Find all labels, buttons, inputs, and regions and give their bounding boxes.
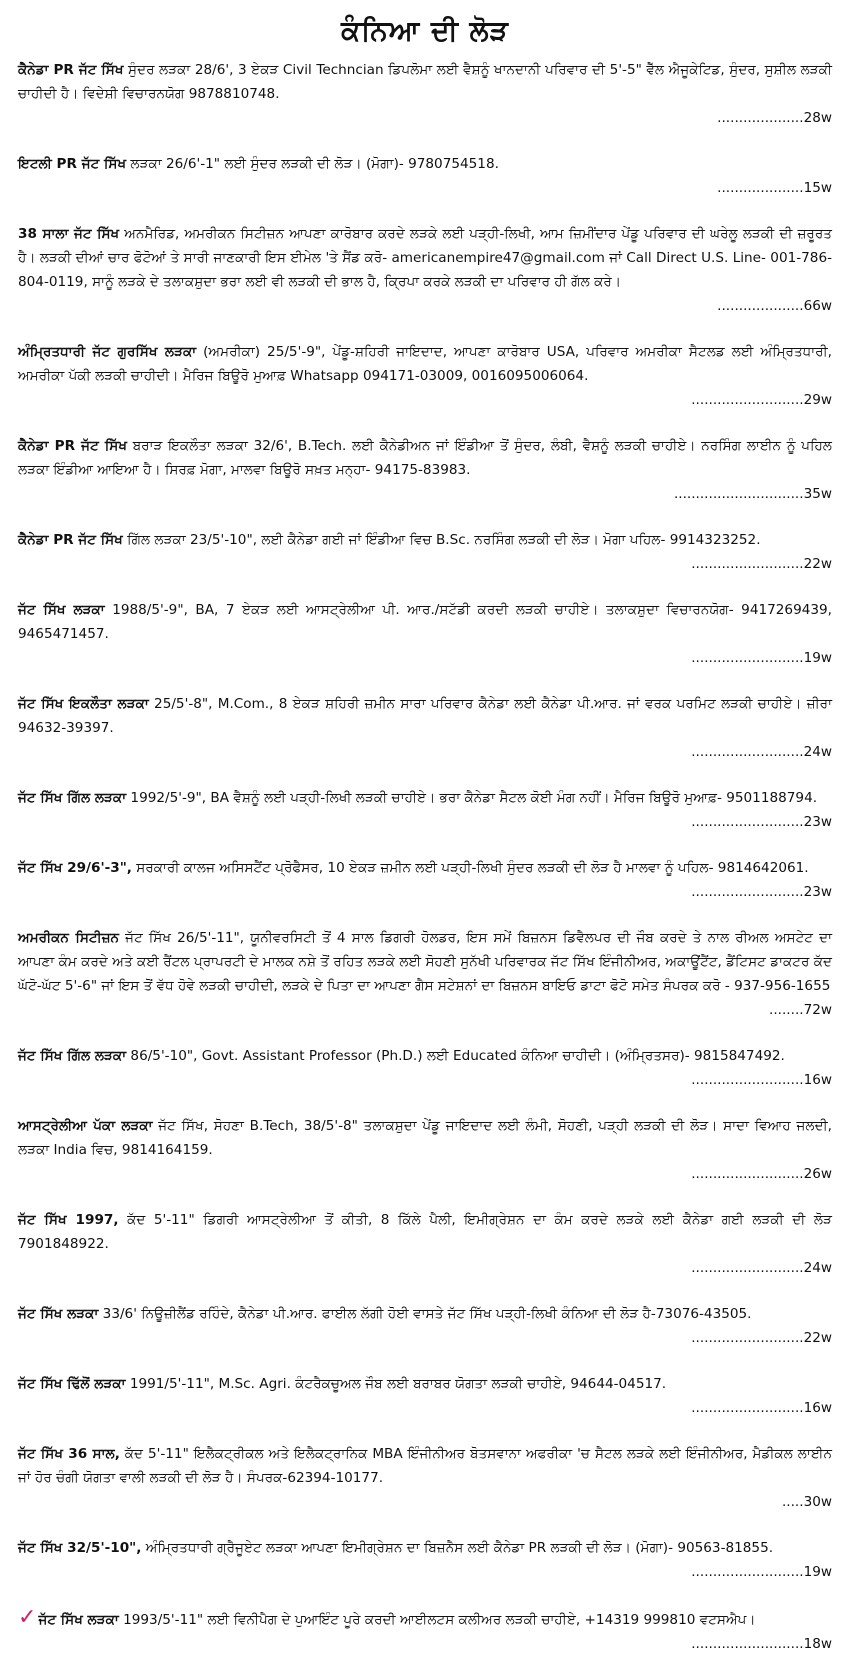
ad-footer bbox=[18, 482, 832, 506]
ad-separator bbox=[18, 1584, 832, 1606]
ad-code: ..........................16w bbox=[691, 1400, 832, 1416]
ad-lead: ਜੱਟ ਸਿੱਖ ਗਿੱਲ ਲੜਕਾ bbox=[18, 1048, 127, 1064]
ad-footer bbox=[18, 1068, 832, 1092]
ad-separator bbox=[18, 318, 832, 340]
ad-separator bbox=[18, 130, 832, 152]
ad-separator bbox=[18, 1420, 832, 1442]
ad-code: ..........................24w bbox=[691, 1260, 832, 1276]
ad-separator bbox=[18, 412, 832, 434]
ad-code: ........72w bbox=[769, 1002, 832, 1018]
ad-lead: ਜੱਟ ਸਿੱਖ ਲੜਕਾ bbox=[18, 602, 105, 618]
ad-lead: ਜੱਟ ਸਿੱਖ ਲੜਕਾ bbox=[38, 1612, 119, 1628]
ad-body: ਸੁੰਦਰ ਲੜਕਾ 28/6', 3 ਏਕੜ Civil Techncian ਡਿਪਲੋਮਾ ਲਈ ਵੈਸ਼ਨੂੰ ਖਾਨਦਾਨੀ ਪਰਿਵਾਰ ਦੀ 5'-5" ਵੈੱਲ ਐਜੂਕੇਟਿਡ, ਸੁੰਦਰ, ਸੁਸ਼ੀਲ ਲੜਕੀ ਚਾਹੀਦੀ ਹੈ। ਵਿਦੇਸ਼ੀ ਵਿਚਾਰਨਯੋਗ 9878810748. bbox=[18, 62, 832, 102]
classified-ad bbox=[18, 926, 832, 1022]
ad-code: ....................28w bbox=[717, 110, 832, 126]
ad-body: 1993/5'-11" ਲਈ ਵਿਨੀਪੈਗ ਦੇ ਪੁਆਇੰਟ ਪੂਰੇ ਕਰਦੀ ਆਈਲਟਸ ਕਲੀਅਰ ਲੜਕੀ ਚਾਹੀਏ, +14319 999810 ਵਟਸਐਪ। bbox=[118, 1612, 756, 1628]
classified-ad bbox=[18, 856, 832, 904]
ad-separator bbox=[18, 1092, 832, 1114]
ad-separator bbox=[18, 834, 832, 856]
ad-body: ਗਿੱਲ ਲੜਕਾ 23/5'-10", ਲਈ ਕੈਨੇਡਾ ਗਈ ਜਾਂ ਇੰਡੀਆ ਵਿਚ B.Sc. ਨਰਸਿੰਗ ਲੜਕੀ ਦੀ ਲੋੜ। ਮੋਗਾ ਪਹਿਲ- 9914323252. bbox=[122, 532, 761, 548]
ad-footer bbox=[18, 740, 832, 764]
ad-code: ..........................29w bbox=[691, 392, 832, 408]
ad-footer bbox=[18, 810, 832, 834]
page-title: ਕੰਨਿਆ ਦੀ ਲੋੜ bbox=[341, 14, 509, 47]
classified-ads-list bbox=[18, 58, 832, 1656]
ad-body: 25/5'-8", M.Com., 8 ਏਕੜ ਸ਼ਹਿਰੀ ਜ਼ਮੀਨ ਸਾਰਾ ਪਰਿਵਾਰ ਕੈਨੇਡਾ ਲਈ ਕੈਨੇਡਾ ਪੀ.ਆਰ. ਜਾਂ ਵਰਕ ਪਰਮਿਟ ਲੜਕੀ ਚਾਹੀਏ। ਜ਼ੀਰਾ 94632-39397. bbox=[18, 696, 832, 736]
ad-body: 1988/5'-9", BA, 7 ਏਕੜ ਲਈ ਆਸਟ੍ਰੇਲੀਆ ਪੀ. ਆਰ./ਸਟੱਡੀ ਕਰਦੀ ਲੜਕੀ ਚਾਹੀਏ। ਤਲਾਕਸ਼ੁਦਾ ਵਿਚਾਰਨਯੋਗ- 9417269439, 9465471457. bbox=[18, 602, 832, 642]
ad-lead: ਇਟਲੀ PR ਜੱਟ ਸਿੱਖ bbox=[18, 156, 127, 172]
ad-separator bbox=[18, 670, 832, 692]
ad-body: 1991/5'-11", M.Sc. Agri. ਕੰਟਰੈਕਚੂਅਲ ਜੌਬ ਲਈ ਬਰਾਬਰ ਯੋਗਤਾ ਲੜਕੀ ਚਾਹੀਏ, 94644-04517. bbox=[125, 1376, 667, 1392]
ad-footer bbox=[18, 552, 832, 576]
classified-ad bbox=[18, 1208, 832, 1280]
ad-lead: 38 ਸਾਲਾ ਜੱਟ ਸਿੱਖ bbox=[18, 226, 120, 242]
classified-ad bbox=[18, 1044, 832, 1092]
ad-separator bbox=[18, 904, 832, 926]
ad-code: ..........................22w bbox=[691, 556, 832, 572]
ad-separator bbox=[18, 1350, 832, 1372]
ad-lead: ਅੰਮ੍ਰਿਤਧਾਰੀ ਜੱਟ ਗੁਰਸਿੱਖ ਲੜਕਾ bbox=[18, 344, 197, 360]
ad-code: ..........................24w bbox=[691, 744, 832, 760]
classified-ad bbox=[18, 1302, 832, 1350]
ad-lead: ਜੱਟ ਸਿੱਖ ਢਿੱਲੋਂ ਲੜਕਾ bbox=[18, 1376, 126, 1392]
ad-body: ਸਰਕਾਰੀ ਕਾਲਜ ਅਸਿਸਟੈਂਟ ਪ੍ਰੋਫੈਸਰ, 10 ਏਕੜ ਜ਼ਮੀਨ ਲਈ ਪੜ੍ਹੀ-ਲਿਖੀ ਸੁੰਦਰ ਲੜਕੀ ਦੀ ਲੋੜ ਹੈ ਮਾਲਵਾ ਨੂੰ ਪਹਿਲ- 9814642061. bbox=[131, 860, 809, 876]
ad-code: ..........................19w bbox=[691, 1564, 832, 1580]
ad-lead: ਜੱਟ ਸਿੱਖ ਗਿੱਲ ਲੜਕਾ bbox=[18, 790, 127, 806]
ad-body: ਅਨਮੈਰਿਡ, ਅਮਰੀਕਨ ਸਿਟੀਜ਼ਨ ਆਪਣਾ ਕਾਰੋਬਾਰ ਕਰਦੇ ਲੜਕੇ ਲਈ ਪੜ੍ਹੀ-ਲਿਖੀ, ਆਮ ਜ਼ਿਮੀਂਦਾਰ ਪੇਂਡੂ ਪਰਿਵਾਰ ਦੀ ਘਰੇਲੂ ਲੜਕੀ ਦੀ ਜ਼ਰੂਰਤ ਹੈ। ਲੜਕੀ ਦੀਆਂ ਚਾਰ ਫੋਟੋਆਂ ਤੇ ਸਾਰੀ ਜਾਣਕਾਰੀ ਇਸ ਈਮੇਲ 'ਤੇ ਸੈਂਡ ਕਰੋ- americanempire47@gmail.com ਜਾਂ Call Direct U.S. Line- 001-786-804-0119, ਸਾਨੂੰ ਲੜਕੇ ਦੇ ਤਲਾਕਸ਼ੁਦਾ ਭਰਾ ਲਈ ਵੀ ਲੜਕੀ ਦੀ ਭਾਲ ਹੈ, ਕ੍ਰਿਪਾ ਕਰਕੇ ਲੜਕੀ ਦਾ ਪਰਿਵਾਰ ਹੀ ਗੱਲ ਕਰੇ। bbox=[18, 226, 832, 290]
ad-body: ਜੱਟ ਸਿੱਖ, ਸੋਹਣਾ B.Tech, 38/5'-8" ਤਲਾਕਸ਼ੁਦਾ ਪੇਂਡੂ ਜਾਇਦਾਦ ਲਈ ਲੰਮੀ, ਸੋਹਣੀ, ਪੜ੍ਹੀ ਲੜਕੀ ਦੀ ਲੋੜ। ਸਾਦਾ ਵਿਆਹ ਜਲਦੀ, ਲੜਕਾ India ਵਿਚ, 9814164159. bbox=[18, 1118, 832, 1158]
ad-lead: ਜੱਟ ਸਿੱਖ 29/6'-3", bbox=[18, 860, 132, 876]
ad-body: 1992/5'-9", BA ਵੈਸ਼ਨੂੰ ਲਈ ਪੜ੍ਹੀ-ਲਿਖੀ ਲੜਕੀ ਚਾਹੀਏ। ਭਰਾ ਕੈਨੇਡਾ ਸੈਟਲ ਕੋਈ ਮੰਗ ਨਹੀਂ। ਮੈਰਿਜ ਬਿਊਰੋ ਮੁਆਫ਼- 9501188794. bbox=[126, 790, 818, 806]
ad-separator bbox=[18, 200, 832, 222]
ad-footer bbox=[18, 294, 832, 318]
ad-footer bbox=[18, 1632, 832, 1656]
ad-separator bbox=[18, 1280, 832, 1302]
ad-lead: ਜੱਟ ਸਿੱਖ 32/5'-10", bbox=[18, 1540, 142, 1556]
ad-lead: ਕੈਨੇਡਾ PR ਜੱਟ ਸਿੱਖ bbox=[18, 532, 123, 548]
ad-code: ..........................23w bbox=[691, 814, 832, 830]
ad-footer bbox=[18, 176, 832, 200]
ad-body: 86/5'-10", Govt. Assistant Professor (Ph.D.) ਲਈ Educated ਕੰਨਿਆ ਚਾਹੀਦੀ। (ਅੰਮ੍ਰਿਤਸਰ)- 9815847492. bbox=[126, 1048, 785, 1064]
ad-code: ..............................35w bbox=[673, 486, 832, 502]
classified-ad bbox=[18, 152, 832, 200]
ad-lead: ਜੱਟ ਸਿੱਖ ਲੜਕਾ bbox=[18, 1306, 99, 1322]
ad-footer bbox=[18, 1396, 832, 1420]
classified-ad bbox=[18, 598, 832, 670]
ad-body: ਅੰਮ੍ਰਿਤਧਾਰੀ ਗ੍ਰੈਜੂਏਟ ਲੜਕਾ ਆਪਣਾ ਇਮੀਗ੍ਰੇਸ਼ਨ ਦਾ ਬਿਜ਼ਨੈਸ ਲਈ ਕੈਨੇਡਾ PR ਲੜਕੀ ਦੀ ਲੋੜ। (ਮੋਗਾ)- 90563-81855. bbox=[141, 1540, 774, 1556]
ad-lead: ਕੈਨੇਡਾ PR ਜੱਟ ਸਿੱਖ bbox=[18, 438, 127, 454]
ad-code: ..........................22w bbox=[691, 1330, 832, 1346]
classified-ad bbox=[18, 340, 832, 412]
ad-code: ..........................18w bbox=[691, 1636, 832, 1652]
ad-body: ਬਰਾੜ ਇਕਲੌਤਾ ਲੜਕਾ 32/6', B.Tech. ਲਈ ਕੈਨੇਡੀਅਨ ਜਾਂ ਇੰਡੀਆ ਤੋਂ ਸੁੰਦਰ, ਲੰਬੀ, ਵੈਸ਼ਨੂੰ ਲੜਕੀ ਚਾਹੀਏ। ਨਰਸਿੰਗ ਲਾਈਨ ਨੂੰ ਪਹਿਲ ਲੜਕਾ ਇੰਡੀਆ ਆਇਆ ਹੈ। ਸਿਰਫ਼ ਮੋਗਾ, ਮਾਲਵਾ ਬਿਊਰੋ ਸਖ਼ਤ ਮਨ੍ਹਾ- 94175-83983. bbox=[18, 438, 832, 478]
classified-ad bbox=[18, 1536, 832, 1584]
ad-body: ਕੱਦ 5'-11" ਇਲੈਕਟ੍ਰੀਕਲ ਅਤੇ ਇਲੈਕਟ੍ਰਾਨਿਕ MBA ਇੰਜੀਨੀਅਰ ਬੋਤਸਵਾਨਾ ਅਫਰੀਕਾ 'ਚ ਸੈਟਲ ਲੜਕੇ ਲਈ ਇੰਜੀਨੀਅਰ, ਮੈਡੀਕਲ ਲਾਈਨ ਜਾਂ ਹੋਰ ਚੰਗੀ ਯੋਗਤਾ ਵਾਲੀ ਲੜਕੀ ਦੀ ਲੋੜ ਹੈ। ਸੰਪਰਕ-62394-10177. bbox=[18, 1446, 832, 1486]
ad-code: ..........................23w bbox=[691, 884, 832, 900]
ad-footer bbox=[18, 1256, 832, 1280]
ad-body: (ਅਮਰੀਕਾ) 25/5'-9", ਪੇਂਡੂ-ਸ਼ਹਿਰੀ ਜਾਇਦਾਦ, ਆਪਣਾ ਕਾਰੋਬਾਰ USA, ਪਰਿਵਾਰ ਅਮਰੀਕਾ ਸੈਟਲਡ ਲਈ ਅੰਮ੍ਰਿਤਧਾਰੀ, ਅਮਰੀਕਾ ਪੱਕੀ ਲੜਕੀ ਚਾਹੀਦੀ। ਮੈਰਿਜ ਬਿਊਰੋ ਮੁਆਫ਼ Whatsapp 094171-03009, 0016095006064. bbox=[18, 344, 832, 384]
ad-footer bbox=[18, 1490, 832, 1514]
ad-separator bbox=[18, 1514, 832, 1536]
classified-ad bbox=[18, 528, 832, 576]
classified-ad bbox=[18, 1442, 832, 1514]
ad-code: ....................15w bbox=[717, 180, 832, 196]
ad-separator bbox=[18, 1186, 832, 1208]
ad-footer bbox=[18, 998, 832, 1022]
ad-code: ..........................19w bbox=[691, 650, 832, 666]
classified-ad bbox=[18, 1606, 832, 1656]
classified-ad bbox=[18, 786, 832, 834]
ad-code: .....30w bbox=[781, 1494, 832, 1510]
classified-ad bbox=[18, 1372, 832, 1420]
ad-body: ਜੱਟ ਸਿੱਖ 26/5'-11", ਯੂਨੀਵਰਸਿਟੀ ਤੋਂ 4 ਸਾਲ ਡਿਗਰੀ ਹੋਲਡਰ, ਇਸ ਸਮੇਂ ਬਿਜ਼ਨਸ ਡਿਵੈਲਪਰ ਦੀ ਜੌਬ ਕਰਦੇ ਤੇ ਨਾਲ ਰੀਅਲ ਅਸਟੇਟ ਦਾ ਆਪਣਾ ਕੰਮ ਕਰਦੇ ਅਤੇ ਕਈ ਰੈਂਟਲ ਪ੍ਰਾਪਰਟੀ ਦੇ ਮਾਲਕ ਨਸ਼ੇ ਤੋਂ ਰਹਿਤ ਲੜਕੇ ਲਈ ਸੋਹਣੀ ਸੁਨੱਖੀ ਪਰਿਵਾਰਕ ਜੱਟ ਸਿੱਖ ਇੰਜੀਨੀਅਰ, ਅਕਾਊਂਟੈਂਟ, ਡੈਂਟਿਸਟ ਡਾਕਟਰ ਕੱਦ ਘੱਟੋ-ਘੱਟ 5'-6" ਜਾਂ ਇਸ ਤੋਂ ਵੱਧ ਹੋਵੇ ਲੜਕੀ ਚਾਹੀਦੀ, ਲੜਕੇ ਦੇ ਪਿਤਾ ਦਾ ਆਪਣਾ ਗੈਸ ਸਟੇਸ਼ਨਾਂ ਦਾ ਬਿਜ਼ਨਸ ਬਾਇਓ ਡਾਟਾ ਫੋਟੋ ਸਮੇਤ ਸੰਪਰਕ ਕਰੋ - 937-956-1655 bbox=[18, 930, 833, 994]
classified-ad bbox=[18, 222, 832, 318]
classified-ad bbox=[18, 434, 832, 506]
ad-lead: ਜੱਟ ਸਿੱਖ ਇਕਲੌਤਾ ਲੜਕਾ bbox=[18, 696, 149, 712]
ad-separator bbox=[18, 1022, 832, 1044]
ad-footer bbox=[18, 388, 832, 412]
ad-footer bbox=[18, 1326, 832, 1350]
classified-ad bbox=[18, 1114, 832, 1186]
ad-body: 33/6' ਨਿਊਜ਼ੀਲੈਂਡ ਰਹਿੰਦੇ, ਕੈਨੇਡਾ ਪੀ.ਆਰ. ਫਾਈਲ ਲੱਗੀ ਹੋਈ ਵਾਸਤੇ ਜੱਟ ਸਿੱਖ ਪੜ੍ਹੀ-ਲਿਖੀ ਕੰਨਿਆ ਦੀ ਲੋੜ ਹੈ-73076-43505. bbox=[98, 1306, 752, 1322]
ad-lead: ਕੈਨੇਡਾ PR ਜੱਟ ਸਿੱਖ bbox=[18, 62, 124, 78]
ad-body: ਕੱਦ 5'-11" ਡਿਗਰੀ ਆਸਟ੍ਰੇਲੀਆ ਤੋਂ ਕੀਤੀ, 8 ਕਿੱਲੇ ਪੈਲੀ, ਇਮੀਗ੍ਰੇਸ਼ਨ ਦਾ ਕੰਮ ਕਰਦੇ ਲੜਕੇ ਲਈ ਕੈਨੇਡਾ ਗਈ ਲੜਕੀ ਦੀ ਲੋੜ 7901848922. bbox=[18, 1212, 832, 1252]
ad-code: ....................66w bbox=[717, 298, 832, 314]
classified-ad bbox=[18, 692, 832, 764]
ad-lead: ਜੱਟ ਸਿੱਖ 1997, bbox=[18, 1212, 119, 1228]
ad-body: ਲੜਕਾ 26/6'-1" ਲਈ ਸੁੰਦਰ ਲੜਕੀ ਦੀ ਲੋੜ। (ਮੋਗਾ)- 9780754518. bbox=[126, 156, 499, 172]
ad-footer bbox=[18, 106, 832, 130]
ad-code: ..........................26w bbox=[691, 1166, 832, 1182]
ad-footer bbox=[18, 1162, 832, 1186]
ad-code: ..........................16w bbox=[691, 1072, 832, 1088]
ad-footer bbox=[18, 1560, 832, 1584]
ad-footer bbox=[18, 646, 832, 670]
ad-lead: ਅਮਰੀਕਨ ਸਿਟੀਜ਼ਨ bbox=[18, 930, 120, 946]
ad-separator bbox=[18, 764, 832, 786]
checkmark-icon: ✓ bbox=[18, 1605, 37, 1630]
ad-separator bbox=[18, 576, 832, 598]
ad-separator bbox=[18, 506, 832, 528]
ad-lead: ਆਸਟ੍ਰੇਲੀਆ ਪੱਕਾ ਲੜਕਾ bbox=[18, 1118, 153, 1134]
classified-ad bbox=[18, 58, 832, 130]
ad-footer bbox=[18, 880, 832, 904]
ad-lead: ਜੱਟ ਸਿੱਖ 36 ਸਾਲ, bbox=[18, 1446, 120, 1462]
